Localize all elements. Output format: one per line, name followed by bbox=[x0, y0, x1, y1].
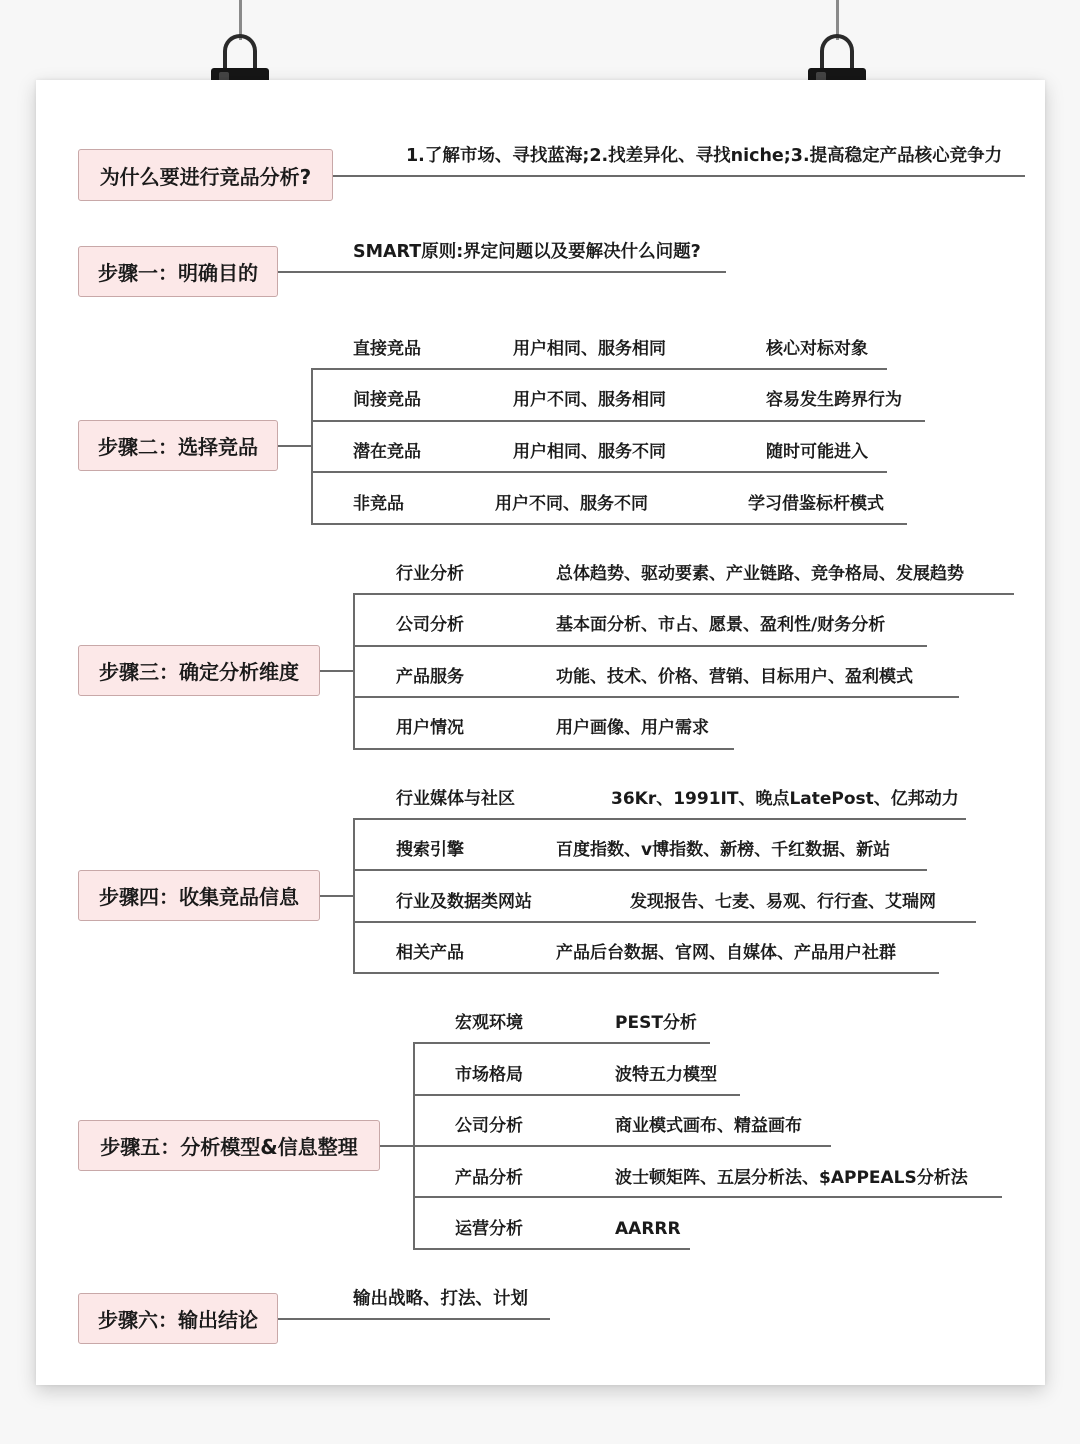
step5-row-line bbox=[413, 1145, 831, 1147]
step6-text: 输出战略、打法、计划 bbox=[353, 1289, 528, 1309]
root-node: 为什么要进行竞品分析? bbox=[78, 149, 333, 201]
step1-node: 步骤一：明确目的 bbox=[78, 246, 278, 297]
step5-row-line bbox=[413, 1196, 1002, 1198]
step5-row-model: AARRR bbox=[615, 1219, 681, 1239]
step4-row-channel: 相关产品 bbox=[396, 943, 464, 963]
step3-stub bbox=[320, 670, 353, 672]
step3-row-detail: 总体趋势、驱动要素、产业链路、竞争格局、发展趋势 bbox=[556, 564, 964, 584]
step4-row-line bbox=[353, 869, 927, 871]
step4-node: 步骤四：收集竞品信息 bbox=[78, 870, 320, 921]
step2-node: 步骤二：选择竞品 bbox=[78, 420, 278, 471]
step3-row-dimension: 产品服务 bbox=[396, 667, 464, 687]
step4-row-line bbox=[353, 972, 939, 974]
step2-row-note: 随时可能进入 bbox=[766, 442, 868, 462]
step2-row-category: 潜在竞品 bbox=[353, 442, 421, 462]
step2-row-condition: 用户相同、服务相同 bbox=[513, 339, 666, 359]
step5-stub bbox=[380, 1145, 413, 1147]
root-connector bbox=[333, 175, 1025, 177]
step3-row-line bbox=[353, 748, 734, 750]
root-answer: 1.了解市场、寻找蓝海;2.找差异化、寻找niche;3.提高稳定产品核心竞争力 bbox=[406, 146, 1003, 166]
step5-row-model: 波特五力模型 bbox=[615, 1065, 717, 1085]
step2-row-category: 非竞品 bbox=[353, 494, 404, 514]
step2-row-line bbox=[311, 420, 925, 422]
step3-node: 步骤三：确定分析维度 bbox=[78, 645, 320, 696]
step2-row-line bbox=[311, 523, 907, 525]
step5-row-aspect: 宏观环境 bbox=[455, 1013, 523, 1033]
step2-row-condition: 用户相同、服务不同 bbox=[513, 442, 666, 462]
step3-row-line bbox=[353, 593, 1014, 595]
step2-row-note: 学习借鉴标杆模式 bbox=[748, 494, 884, 514]
step3-row-dimension: 行业分析 bbox=[396, 564, 464, 584]
step2-row-condition: 用户不同、服务相同 bbox=[513, 390, 666, 410]
step5-row-line bbox=[413, 1248, 690, 1250]
step2-row-note: 容易发生跨界行为 bbox=[766, 390, 902, 410]
step5-row-model: 波士顿矩阵、五层分析法、$APPEALS分析法 bbox=[615, 1168, 968, 1188]
step4-row-channel: 行业媒体与社区 bbox=[396, 789, 515, 809]
step3-row-detail: 基本面分析、市占、愿景、盈利性/财务分析 bbox=[556, 615, 886, 635]
step1-text: SMART原则:界定问题以及要解决什么问题? bbox=[353, 242, 701, 262]
step4-row-channel: 行业及数据类网站 bbox=[396, 892, 532, 912]
step4-bracket bbox=[353, 818, 355, 973]
step4-row-line bbox=[353, 921, 976, 923]
step4-row-sources: 产品后台数据、官网、自媒体、产品用户社群 bbox=[556, 943, 896, 963]
step3-row-line bbox=[353, 645, 927, 647]
step2-bracket bbox=[311, 368, 313, 523]
step6-connector bbox=[278, 1318, 550, 1320]
step4-row-sources: 百度指数、v博指数、新榜、千红数据、新站 bbox=[556, 840, 891, 860]
step5-row-aspect: 公司分析 bbox=[455, 1116, 523, 1136]
step4-row-line bbox=[353, 818, 966, 820]
step3-row-line bbox=[353, 696, 959, 698]
step5-row-model: PEST分析 bbox=[615, 1013, 697, 1033]
step5-node: 步骤五：分析模型&信息整理 bbox=[78, 1120, 380, 1171]
step5-row-aspect: 运营分析 bbox=[455, 1219, 523, 1239]
step6-node: 步骤六：输出结论 bbox=[78, 1293, 278, 1344]
step5-row-aspect: 市场格局 bbox=[455, 1065, 523, 1085]
step3-row-dimension: 公司分析 bbox=[396, 615, 464, 635]
step2-row-line bbox=[311, 471, 887, 473]
step3-row-dimension: 用户情况 bbox=[396, 718, 464, 738]
step5-row-line bbox=[413, 1094, 740, 1096]
step3-row-detail: 用户画像、用户需求 bbox=[556, 718, 709, 738]
step5-row-model: 商业模式画布、精益画布 bbox=[615, 1116, 802, 1136]
step3-bracket bbox=[353, 593, 355, 748]
step4-row-sources: 发现报告、七麦、易观、行行查、艾瑞网 bbox=[630, 892, 936, 912]
step3-row-detail: 功能、技术、价格、营销、目标用户、盈利模式 bbox=[556, 667, 913, 687]
step5-row-aspect: 产品分析 bbox=[455, 1168, 523, 1188]
step4-row-sources: 36Kr、1991IT、晚点LatePost、亿邦动力 bbox=[611, 789, 959, 809]
step2-row-note: 核心对标对象 bbox=[766, 339, 868, 359]
step2-row-condition: 用户不同、服务不同 bbox=[495, 494, 648, 514]
step5-row-line bbox=[413, 1042, 710, 1044]
step2-stub bbox=[278, 445, 311, 447]
step4-stub bbox=[320, 895, 353, 897]
step2-row-category: 直接竞品 bbox=[353, 339, 421, 359]
step2-row-line bbox=[311, 368, 887, 370]
step2-row-category: 间接竞品 bbox=[353, 390, 421, 410]
step1-connector bbox=[278, 271, 726, 273]
step4-row-channel: 搜索引擎 bbox=[396, 840, 464, 860]
